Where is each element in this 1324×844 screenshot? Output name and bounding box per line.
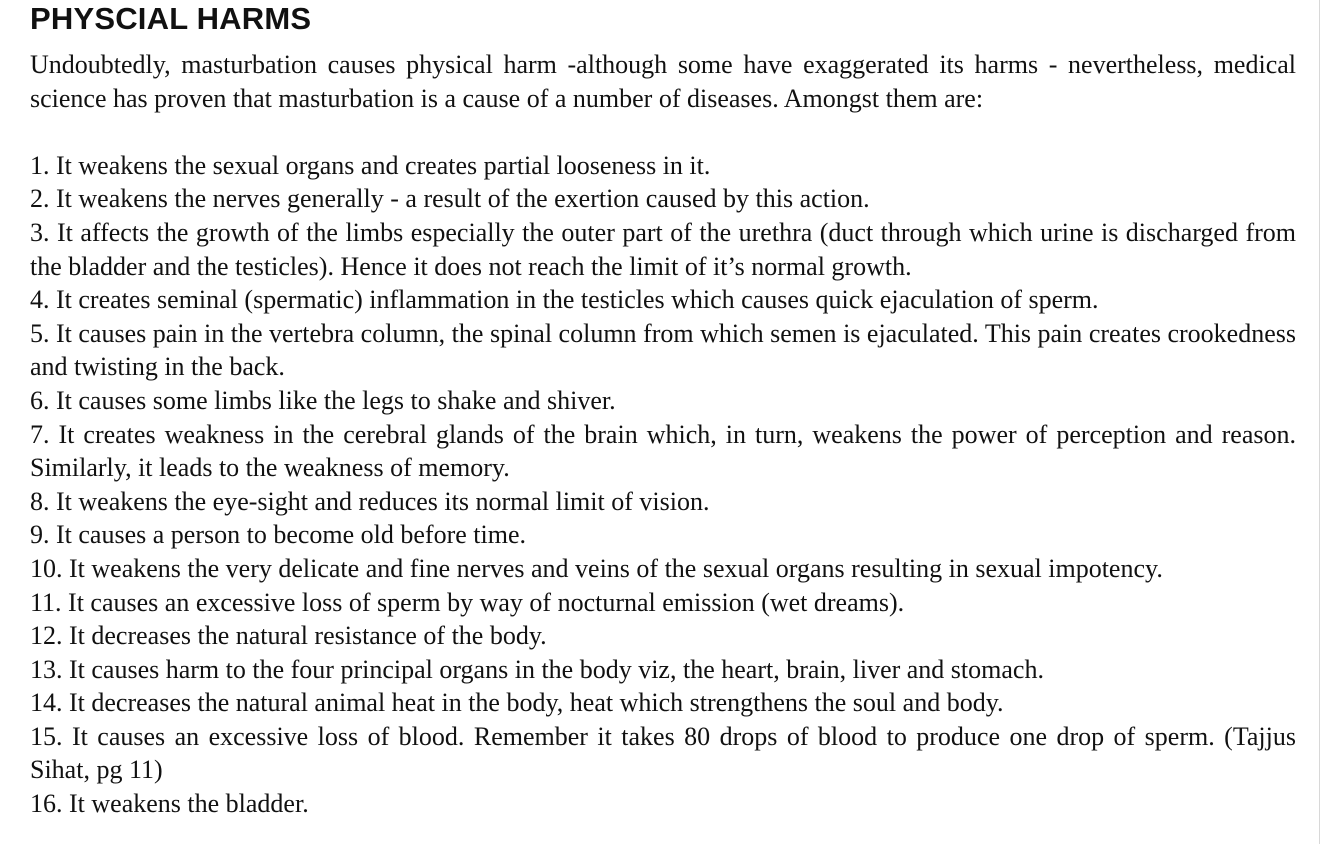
list-item-8: 8. It weakens the eye-sight and reduces its normal limit of vision. [30, 486, 710, 516]
document-body [30, 48, 1296, 821]
list-item-3: 3. It affects the growth of the limbs especially the outer part of the urethra (duct through which urine is discharged from the bladder and the testicles). Hence it does not reach the limit of it’s normal growth. [30, 217, 1296, 281]
harms-list [30, 149, 1296, 821]
list-item-11: 11. It causes an excessive loss of sperm by way of nocturnal emission (wet dreams). [30, 587, 905, 617]
list-item-6: 6. It causes some limbs like the legs to shake and shiver. [30, 385, 616, 415]
list-item-13: 13. It causes harm to the four principal organs in the body viz, the heart, brain, liver and stomach. [30, 654, 1044, 684]
paragraph-gap [30, 115, 1296, 149]
list-item-9: 9. It causes a person to become old before time. [30, 520, 526, 550]
list-item-4: 4. It creates seminal (spermatic) inflammation in the testicles which causes quick ejaculation of sperm. [30, 285, 1099, 315]
page-edge-divider [1319, 0, 1320, 844]
list-item-10: 10. It weakens the very delicate and fine nerves and veins of the sexual organs resulting in sexual impotency. [30, 553, 1163, 583]
list-item-2: 2. It weakens the nerves generally - a result of the exertion caused by this action. [30, 184, 870, 214]
intro-paragraph: Undoubtedly, masturbation causes physical harm -although some have exaggerated its harms - nevertheless, medical science has proven that masturbation is a cause of a number of diseases. Amongst them are: [30, 50, 1296, 113]
list-item-1: 1. It weakens the sexual organs and creates partial looseness in it. [30, 150, 711, 180]
list-item-7: 7. It creates weakness in the cerebral glands of the brain which, in turn, weakens the power of perception and reason. Similarly, it leads to the weakness of memory. [30, 419, 1296, 483]
list-item-5: 5. It causes pain in the vertebra column, the spinal column from which semen is ejaculated. This pain creates crookedness and twisting in the back. [30, 318, 1296, 382]
section-heading: PHYSCIAL HARMS [30, 1, 312, 36]
list-item-15: 15. It causes an excessive loss of blood. Remember it takes 80 drops of blood to produce one drop of sperm. (Tajjus Sihat, pg 11) [30, 721, 1296, 785]
list-item-16: 16. It weakens the bladder. [30, 789, 309, 819]
list-item-12: 12. It decreases the natural resistance of the body. [30, 621, 547, 651]
list-item-14: 14. It decreases the natural animal heat in the body, heat which strengthens the soul and body. [30, 688, 1004, 718]
